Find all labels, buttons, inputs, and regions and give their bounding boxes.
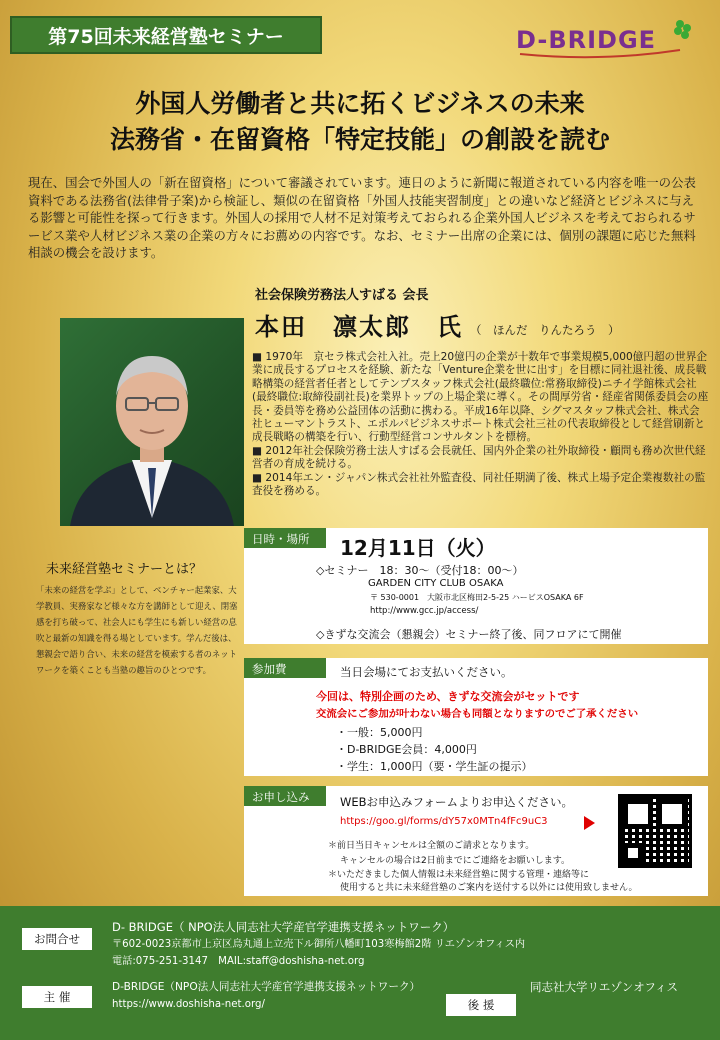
bio-paragraph-1: ■ 1970年 京セラ株式会社入社。売上20億円の企業が十数年で事業規模5,000億円超の世界企業に成長するプロセスを経験、新たな「Venture企業を世に出す」を目標に同社退社後、成長戦略構築の経営者任者としてテンプスタッフ株式会社(最終職位:常務取締役)ニチイ学館株式会社(最終職位:取締役副社長)を業界トップの上場企業に導く。その間厚労省・経産省関係委員会の座長・委員等を務め公益団体の活動に携わる。平成16年以降、シグマスタッフ株式会社、株式会社ヒューマントラスト、エポルパビジネスサポート株式会社三社の代表取締役として経営刷新と成長戦略の構築を行い、行動型経営コンサルタントを標榜。 — [252, 351, 709, 444]
seminar-badge: 第75回未来経営塾セミナー — [10, 16, 322, 54]
contact-address: 〒602-0023京都市上京区烏丸通上立売下ル御所八幡町103寒梅館2階 リエゾンオフィス内 — [112, 939, 526, 950]
schedule-tag: 日時・場所 — [244, 528, 326, 548]
main-title-line1: 外国人労働者と共に拓くビジネスの未来 — [135, 89, 585, 118]
apply-form-link[interactable]: https://goo.gl/forms/dY57x0MTn4fFc9uC3 — [340, 816, 548, 827]
venue-name: GARDEN CITY CLUB OSAKA — [368, 578, 504, 589]
fee-member: ・D-BRIDGE会員：4,000円 — [336, 743, 477, 756]
bio-paragraph-3: ■ 2014年エン・ジャパン株式会社社外監査役、同社任期満了後、株式上場予定企業複数社の監査役を務める。 — [252, 471, 706, 498]
fee-same-price-notice: 交流会にご参加が叶わない場合も同額となりますのでご了承ください — [316, 708, 639, 720]
fee-tag: 参加費 — [244, 658, 326, 678]
seminar-time: ◇セミナー 18：30～（受付18：00～） — [316, 564, 524, 577]
arrow-right-icon — [584, 816, 595, 830]
event-date: 12月11日（火） — [340, 536, 496, 560]
d-bridge-logo — [512, 12, 692, 62]
venue-address: 〒 530-0001 大阪市北区梅田2-5-25 ハービスOSAKA 6F — [370, 593, 584, 602]
host-label: 主 催 — [22, 986, 92, 1008]
bio-paragraph-2: ■ 2012年社会保険労務士法人すばる会長就任、国内外企業の社外取締役・顧問も務め次世代経営者の育成を続ける。 — [252, 444, 706, 471]
cancel-note-2: キャンセルの場合は2日前までにご連絡をお願いします。 — [340, 856, 571, 866]
clover-icon — [674, 20, 691, 39]
speaker-biography — [252, 351, 710, 498]
apply-panel — [244, 786, 708, 896]
footer — [0, 906, 720, 1040]
privacy-note-1: ＊いただきました個人情報は未来経営塾に関する管理・連絡等に — [328, 870, 590, 880]
cancel-note-1: ＊前日当日キャンセルは全額のご請求となります。 — [328, 841, 535, 851]
speaker-organization: 社会保険労務法人すばる 会長 — [255, 288, 429, 303]
party-info: ◇きずな交流会（懇親会）セミナー終了後、同フロアにて開催 — [316, 628, 622, 641]
fee-payment-note: 当日会場にてお支払いください。 — [340, 665, 513, 679]
support-org: 同志社大学リエゾンオフィス — [530, 980, 679, 994]
logo-text: D-BRIDGE — [516, 26, 657, 54]
host-url-link[interactable]: https://www.doshisha-net.org/ — [112, 999, 265, 1010]
apply-tag: お申し込み — [244, 786, 326, 806]
contact-label: お問合せ — [22, 928, 92, 950]
venue-url-link[interactable]: http://www.gcc.jp/access/ — [370, 606, 479, 616]
apply-instruction: WEBお申込みフォームよりお申込ください。 — [340, 795, 573, 809]
fee-special-notice: 今回は、特別企画のため、きずな交流会がセットです — [316, 690, 580, 703]
contact-tel-mail[interactable]: 電話:075-251-3147 MAIL:staff@doshisha-net.org — [112, 956, 365, 967]
privacy-note-2: 使用すると共に未来経営塾のご案内を送付する以外には使用致しません。 — [340, 883, 638, 893]
intro-paragraph: 現在、国会で外国人の「新在留資格」について審議されています。連日のように新聞に報道されている内容を唯一の公表資料である法務省(法律骨子案)から検証し、類似の在留資格「外国人技能実習制度」との違いなど経済とビジネスに与える影響と可能性を探って行きます。外国人の採用で人材不足対策考えておられる企業外国人ビジネスを考えておられるサービス業や人材ビジネス業の企業の方々にお薦めの内容です。なお、セミナー出席の企業には、個別の課題に応じた無料相談の機会を設けます。 — [28, 175, 696, 260]
contact-org: D- BRIDGE（ NPO法人同志社大学産官学連携支援ネットワーク） — [112, 920, 455, 934]
host-org: D-BRIDGE（NPO法人同志社大学産官学連携支援ネットワーク） — [112, 981, 421, 993]
support-label: 後 援 — [446, 994, 516, 1016]
fee-student: ・学生：1,000円（要・学生証の提示） — [336, 760, 533, 773]
speaker-name: 本田 凛太郎 氏 — [255, 313, 463, 341]
about-text: 「未来の経営を学ぶ」として、ベンチャー起業家、大学教員、実務家など様々な方を講師として迎え、閉塞感を打ち破って、社会人にも学生にも新しい経営の息吹と最新の知識を得る場としています。学んだ後は、懇親会で語り合い、未来の経営を模索する者のネットワークを築くことも当塾の趣旨のひとつです。 — [36, 585, 238, 675]
speaker-name-reading: （ ほんだ りんたろう ） — [470, 323, 620, 337]
schedule-panel — [244, 528, 708, 644]
fee-panel — [244, 658, 708, 776]
main-title-line2: 法務省・在留資格「特定技能」の創設を読む — [109, 125, 610, 154]
about-heading: 未来経営塾セミナーとは？ — [46, 562, 203, 577]
qr-code[interactable] — [618, 794, 692, 868]
fee-general: ・一般：5,000円 — [336, 726, 423, 739]
speaker-photo — [60, 318, 244, 526]
